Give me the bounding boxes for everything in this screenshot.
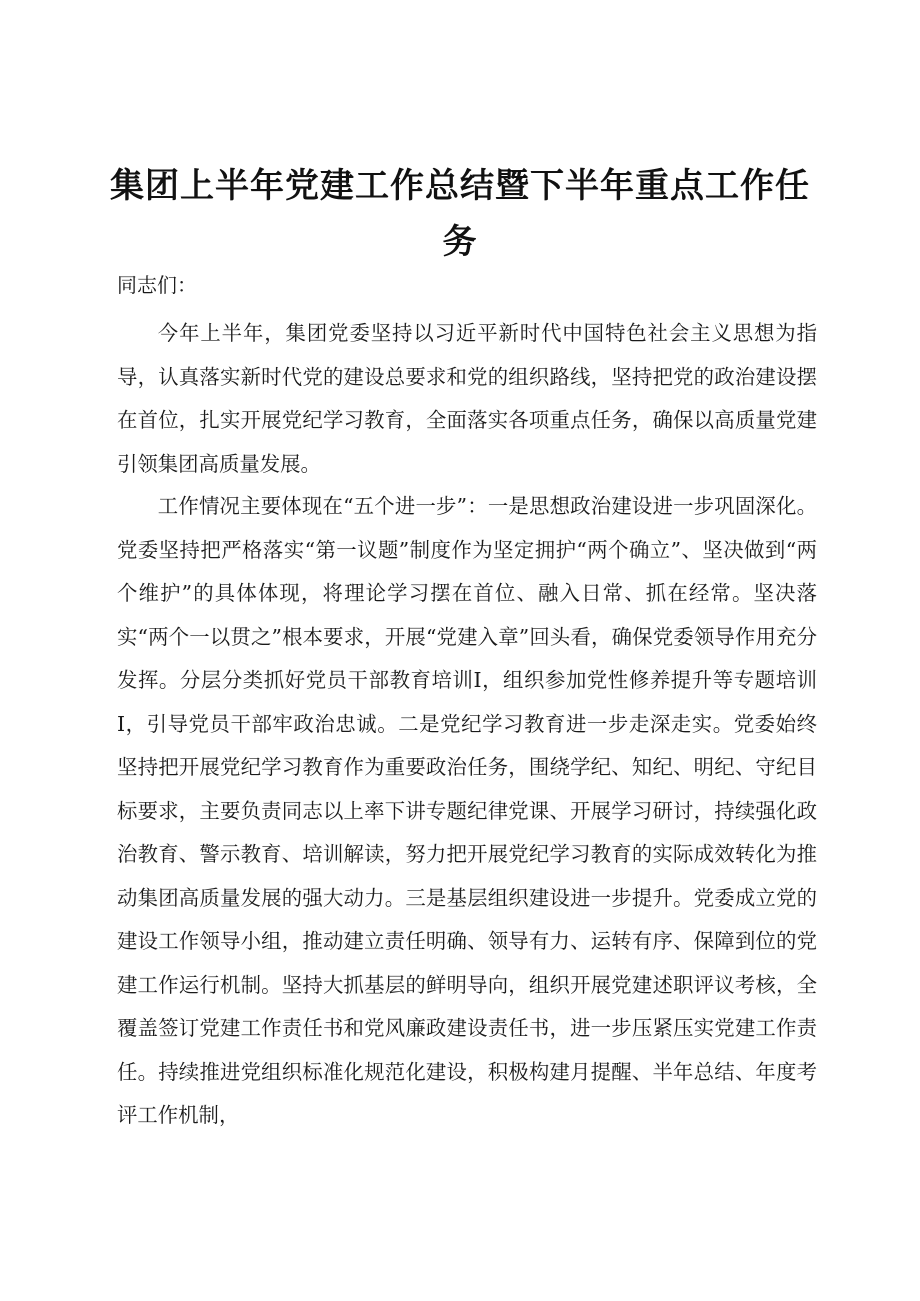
document-title: 集团上半年党建工作总结暨下半年重点工作任务 — [110, 166, 810, 262]
body-paragraph-intro: 今年上半年，集团党委坚持以习近平新时代中国特色社会主义思想为指导，认真落实新时代党的建设总要求和党的组织路线，坚持把党的政治建设摆在首位，扎实开展党纪学习教育，全面落实各项重点任务，确保以高质量党建引领集团高质量发展。 — [117, 321, 817, 476]
salutation: 同志们： — [117, 273, 197, 297]
body-paragraph-work-summary: 工作情况主要体现在“五个进一步”：一是思想政治建设进一步巩固深化。党委坚持把严格落实“第一议题”制度作为坚定拥护“两个确立”、坚决做到“两个维护”的具体体现，将理论学习摆在首位、融入日常、抓在经常。坚决落实“两个一以贯之”根本要求，开展“党建入章”回头看，确保党委领导作用充分发挥。分层分类抓好党员干部教育培训I，组织参加党性修养提升等专题培训I，引导党员干部牢政治忠诚。二是党纪学习教育进一步走深走实。党委始终坚持把开展党纪学习教育作为重要政治任务，围绕学纪、知纪、明纪、守纪目标要求，主要负责同志以上率下讲专题纪律党课、开展学习研讨，持续强化政治教育、警示教育、培训解读，努力把开展党纪学习教育的实际成效转化为推动集团高质量发展的强大动力。三是基层组织建设进一步提升。党委成立党的建设工作领导小组，推动建立责任明确、领导有力、运转有序、保障到位的党建工作运行机制。坚持大抓基层的鲜明导向，组织开展党建述职评议考核，全覆盖签订党建工作责任书和党风廉政建设责任书，进一步压紧压实党建工作责任。持续推进党组织标准化规范化建设，积极构建月提醒、半年总结、年度考评工作机制， — [117, 494, 817, 1127]
